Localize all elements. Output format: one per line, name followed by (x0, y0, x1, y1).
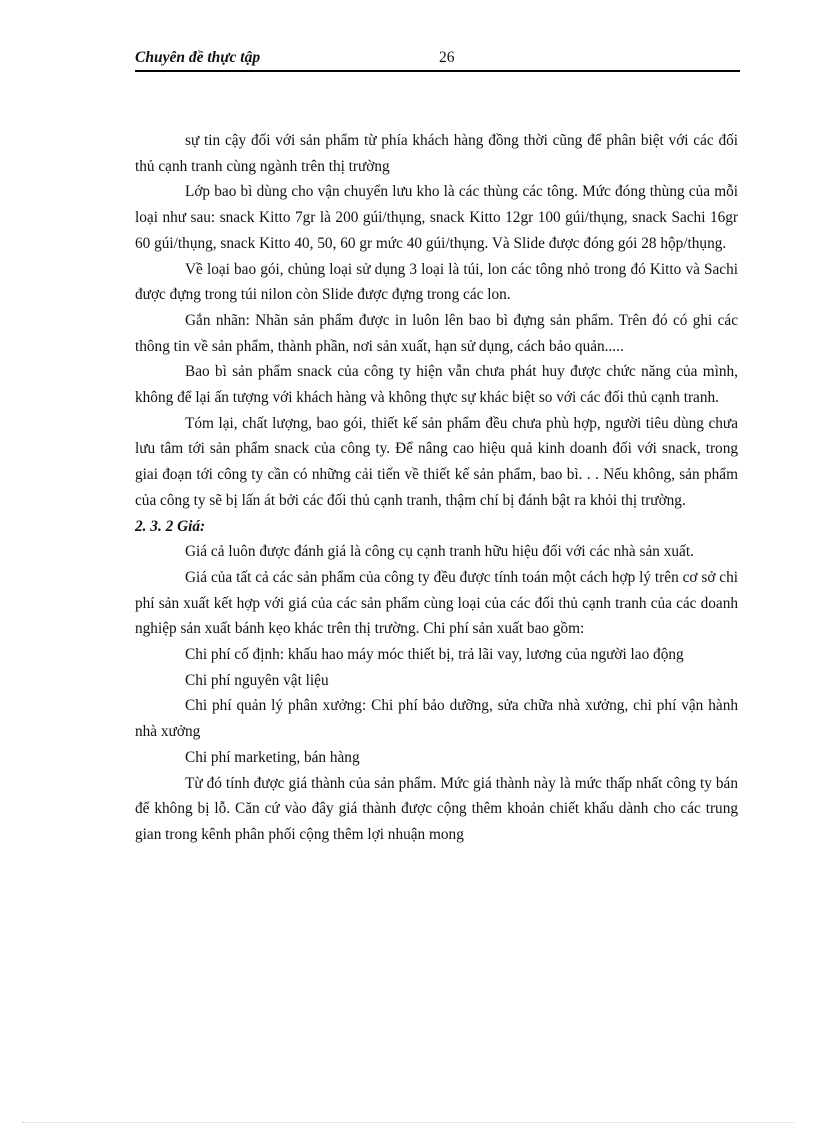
paragraph: Chi phí cố định: khấu hao máy móc thiết bị, trả lãi vay, lương của người lao động (185, 646, 684, 664)
paragraph: sự tin cậy đối với sản phẩm từ phía khách hàng đồng thời cũng để phân biệt với các đối thủ cạnh tranh cùng ngành trên thị trường (135, 132, 738, 175)
paragraph: Chi phí marketing, bán hàng (185, 748, 360, 766)
paragraph: Bao bì sản phẩm snack của công ty hiện vẫn chưa phát huy được chức năng của mình, không để lại ấn tượng với khách hàng và không thực sự khác biệt so với các đối thủ cạnh tranh. (135, 363, 738, 407)
paragraph: Giá cả luôn được đánh giá là công cụ cạnh tranh hữu hiệu đối với các nhà sản xuất. (185, 543, 694, 561)
page-header (135, 48, 740, 72)
paragraph: Về loại bao gói, chủng loại sử dụng 3 loại là túi, lon các tông nhỏ trong đó Kitto và Sachi được đựng trong túi nilon còn Slide được đựng trong các lon. (135, 260, 738, 304)
paragraph: Từ đó tính được giá thành của sản phẩm. Mức giá thành này là mức thấp nhất công ty bán để không bị lỗ. Căn cứ vào đây giá thành được cộng thêm khoản chiết khấu dành cho các trung gian trong kênh phân phối cộng thêm lợi nhuận mong (135, 774, 738, 843)
paragraph: Giá của tất cả các sản phẩm của công ty đều được tính toán một cách hợp lý trên cơ sở chi phí sản xuất kết hợp với giá của các sản phẩm cùng loại của các đối thủ cạnh tranh của các doanh nghiệp sản xuất bánh kẹo khác trên thị trường. Chi phí sản xuất bao gồm: (135, 568, 738, 638)
header-title: Chuyên đề thực tập (135, 49, 261, 66)
paragraph: Chi phí quản lý phân xưởng: Chi phí bảo dưỡng, sửa chữa nhà xưởng, chi phí vận hành nhà xưởng (135, 697, 738, 741)
paragraph: Tóm lại, chất lượng, bao gói, thiết kế sản phẩm đều chưa phù hợp, người tiêu dùng chưa lưu tâm tới sản phẩm snack của công ty. Để nâng cao hiệu quả kinh doanh đối với snack, trong giai đoạn tới công ty cần có những cải tiến về thiết kế sản phẩm, bao bì. . . Nếu không, sản phẩm của công ty sẽ bị lấn át bởi các đối thủ cạnh tranh, thậm chí bị đánh bật ra khỏi thị trường. (135, 414, 738, 509)
page-number: 26 (439, 49, 455, 66)
paragraph: Lớp bao bì dùng cho vận chuyển lưu kho là các thùng các tông. Mức đóng thùng của mỗi loại như sau: snack Kitto 7gr là 200 gúi/thụng, snack Kitto 12gr 100 gúi/thụng, snack Sachi 16gr 60 gúi/thụng, snack Kitto 40, 50, 60 gr mức 40 gúi/thụng. Và Slide được đóng gói 28 hộp/thụng. (135, 183, 738, 252)
document-body (135, 128, 738, 848)
section-heading: 2. 3. 2 Giá: (135, 517, 206, 535)
paragraph: Chi phí nguyên vật liệu (185, 671, 329, 689)
paragraph: Gắn nhãn: Nhãn sản phẩm được in luôn lên bao bì đựng sản phẩm. Trên đó có ghi các thông tin về sản phẩm, thành phần, nơi sản xuất, hạn sử dụng, cách bảo quản..... (135, 311, 738, 355)
